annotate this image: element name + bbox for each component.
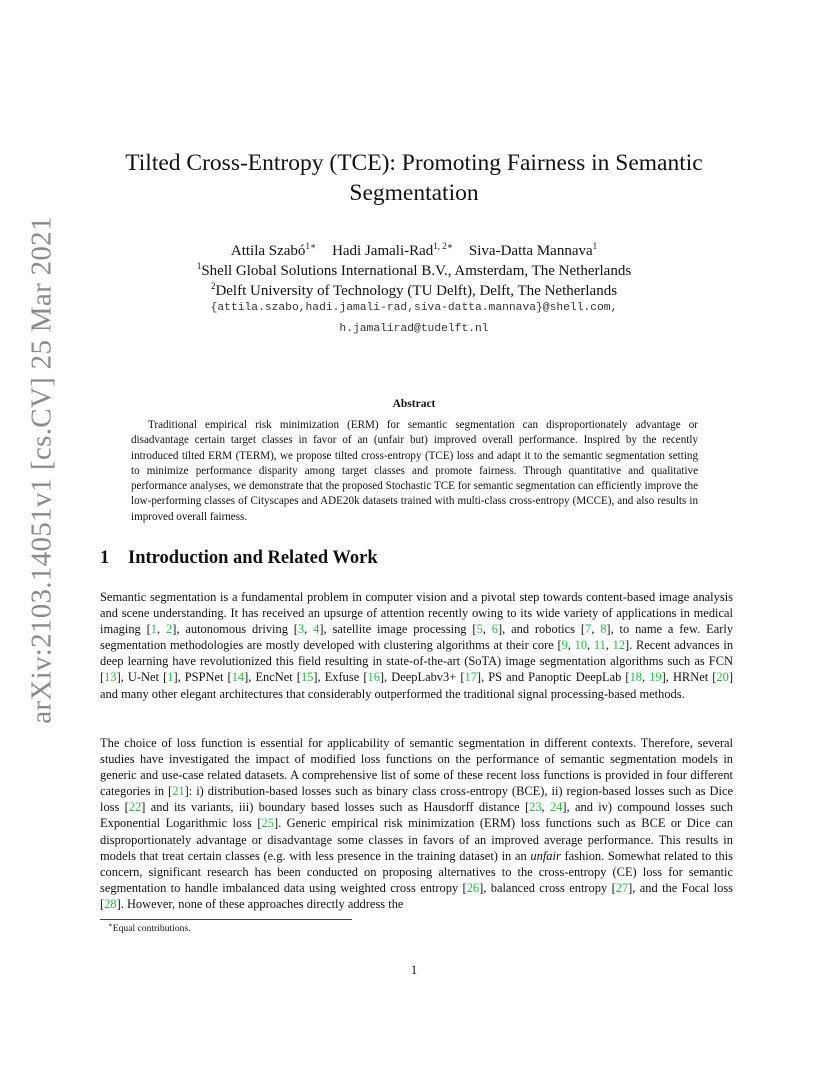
- citation-link[interactable]: 8: [600, 622, 607, 637]
- paragraph-text-run: ,: [304, 622, 314, 637]
- citation-link[interactable]: 1: [150, 622, 157, 637]
- author-affiliation-marker: 1∗: [305, 241, 317, 251]
- citation-link[interactable]: 10: [574, 638, 588, 653]
- paper-title: [100, 148, 728, 208]
- paragraph-text-run: ], EncNet [: [244, 670, 301, 685]
- paragraph-text-run: Semantic segmentation is a fundamental problem in computer vision and a pivotal step towards content-based image analysis and scene understanding. It has received an upsurge of attention recently owing to its wide variety of applications in medical imaging [: [100, 590, 733, 637]
- paragraph-text-run: ], HRNet [: [661, 670, 717, 685]
- paragraph-text-run: ]. Recent advances in deep learning have revolutionized this field resulting in state-of-the-art (SoTA) image segmentation algorithms such as FCN [: [100, 638, 734, 685]
- paragraph-text-run: ,: [605, 638, 613, 653]
- citation-link[interactable]: 23: [529, 800, 542, 815]
- paragraph-text-run: The choice of loss function is essential for applicability of semantic segmentation in different contexts. Therefore, several studies have investigated the impact of modified loss functions on the performance of semantic segmentation models in generic and use-case related datasets. A comprehensive list of some of these recent loss functions is provided in four different categories in [: [100, 736, 733, 799]
- author-list: [100, 241, 728, 261]
- affiliation-marker: 2: [210, 281, 216, 291]
- footnote: [108, 922, 191, 935]
- arxiv-identifier-stamp: [22, 216, 62, 724]
- paragraph-text-run: ], U-Net [: [116, 670, 168, 685]
- citation-link[interactable]: 7: [585, 622, 592, 637]
- author-emails: [100, 298, 728, 340]
- citation-link[interactable]: 12: [612, 638, 626, 653]
- citation-link[interactable]: 4: [313, 622, 320, 637]
- citation-link[interactable]: 21: [172, 784, 185, 799]
- section-number: 1: [100, 548, 110, 568]
- citation-link[interactable]: 6: [491, 622, 498, 637]
- paragraph-text-run: ], and the Focal loss [: [100, 880, 733, 911]
- arxiv-identifier-text: arXiv:2103.14051v1 [cs.CV] 25 Mar 2021: [25, 216, 58, 724]
- email-line-1: {attila.szabo,hadi.jamali-rad,siva-datta.mannava}@shell.com,: [210, 302, 618, 314]
- paragraph-text-run: ], balanced cross entropy [: [479, 880, 616, 895]
- page-number: 1: [410, 963, 418, 977]
- citation-link[interactable]: 19: [649, 670, 662, 685]
- intro-paragraph-2: [100, 735, 733, 912]
- paragraph-text-run: ,: [157, 622, 166, 637]
- paragraph-text-run: ], and robotics [: [497, 622, 585, 637]
- citation-link[interactable]: 27: [615, 880, 629, 895]
- paper-title-line-1: Tilted Cross-Entropy (TCE): Promoting Fairness in Semantic: [125, 150, 703, 176]
- author-affiliation-marker: 1: [592, 241, 598, 251]
- affiliation-text: Delft University of Technology (TU Delft), Delft, The Netherlands: [215, 283, 618, 299]
- emphasized-text: unfair: [530, 848, 561, 863]
- affiliation-marker: 1: [196, 261, 202, 271]
- author-name: Attila Szabó: [230, 243, 306, 259]
- affiliation-text: Shell Global Solutions International B.V., Amsterdam, The Netherlands: [201, 263, 632, 279]
- citation-link[interactable]: 2: [165, 622, 173, 637]
- paragraph-text-run: ], PSPNet [: [173, 670, 232, 685]
- paragraph-text-run: ,: [642, 670, 650, 685]
- citation-link[interactable]: 9: [561, 638, 568, 653]
- paper-title-line-2: Segmentation: [349, 180, 479, 206]
- paragraph-text-run: ] and many other elegant architectures that considerably outperformed the traditional signal processing-based methods.: [100, 670, 733, 701]
- citation-link[interactable]: 3: [297, 622, 305, 637]
- citation-link[interactable]: 14: [231, 670, 245, 685]
- citation-link[interactable]: 16: [367, 670, 380, 685]
- paragraph-text-run: ]. However, none of these approaches directly address the: [116, 896, 404, 911]
- citation-link[interactable]: 5: [476, 622, 483, 637]
- paragraph-text-run: ]. Generic empirical risk minimization (ERM) loss functions such as BCE or Dice can disproportionately advantage or disadvantage some classes in favors of an improved average performance. This results in models that treat certain classes (e.g. with less presence in the training dataset) in an: [100, 816, 733, 863]
- paragraph-text-run: ,: [482, 622, 492, 637]
- author-block: [100, 241, 728, 301]
- paragraph-text-run: ], and iv) compound losses such Exponential Logarithmic loss [: [100, 800, 733, 831]
- citation-link[interactable]: 24: [549, 800, 563, 815]
- paragraph-text-run: ], DeepLabv3+ [: [379, 670, 465, 685]
- paragraph-text-run: ], satellite image processing [: [319, 622, 477, 637]
- footnote-marker: ∗: [108, 920, 113, 929]
- citation-link[interactable]: 28: [104, 896, 117, 911]
- citation-link[interactable]: 15: [300, 670, 314, 685]
- citation-link[interactable]: 22: [128, 800, 142, 815]
- paragraph-text-run: ], PS and Panoptic DeepLab [: [476, 670, 630, 685]
- email-line-2: h.jamalirad@tudelft.nl: [339, 323, 489, 335]
- citation-link[interactable]: 25: [261, 816, 274, 831]
- paragraph-text-run: ], to name a few. Early segmentation methodologies are mostly developed with clustering algorithms at their core [: [100, 622, 734, 653]
- footnote-text: Equal contributions.: [112, 923, 191, 934]
- paragraph-text-run: ] and its variants, iii) boundary based losses such as Hausdorff distance [: [141, 800, 530, 815]
- section-title: Introduction and Related Work: [128, 548, 378, 568]
- paragraph-text-run: ,: [567, 638, 575, 653]
- author-name: Siva-Datta Mannava: [468, 243, 593, 259]
- author-name: Hadi Jamali-Rad: [332, 243, 434, 259]
- paragraph-text-run: ,: [541, 800, 550, 815]
- paragraph-text-run: fashion. Somewhat related to this concern, significant research has been conducted on proposing alternatives to the cross-entropy (CE) loss for semantic segmentation to handle imbalanced data using weighted cross entropy [: [100, 848, 733, 895]
- paragraph-text-run: ,: [591, 622, 601, 637]
- citation-link[interactable]: 18: [629, 670, 642, 685]
- author-affiliation-marker: 1, 2∗: [433, 241, 453, 251]
- citation-link[interactable]: 17: [464, 670, 477, 685]
- intro-paragraph-1: [100, 589, 733, 702]
- paragraph-text-run: ]: i) distribution-based losses such as binary class cross-entropy (BCE), ii) region-based losses such as Dice loss [: [100, 784, 734, 815]
- footnote-divider: [100, 919, 352, 920]
- affiliation-line: [100, 261, 728, 281]
- citation-link[interactable]: 11: [593, 638, 606, 653]
- citation-link[interactable]: 26: [466, 880, 480, 895]
- paragraph-text-run: ], Exfuse [: [313, 670, 368, 685]
- paragraph-text-run: ], autonomous driving [: [172, 622, 298, 637]
- citation-link[interactable]: 20: [716, 670, 729, 685]
- abstract-text: Traditional empirical risk minimization (ERM) for semantic segmentation can disproportionately advantage or disadvantage certain target classes in favor of an (unfair but) improved overall performance. Inspired by the recently introduced tilted ERM (TERM), we propose tilted cross-entropy (TCE) loss and adapt it to the semantic segmentation setting to minimize performance disparity among target classes and promote fairness. Through quantitative and qualitative performance analyses, we demonstrate that the proposed Stochastic TCE for semantic segmentation can efficiently improve the low-performing classes of Cityscapes and ADE20k datasets trained with multi-class cross-entropy (MCCE), and also results in improved overall fairness.: [131, 419, 698, 523]
- paragraph-text-run: ,: [587, 638, 594, 653]
- citation-link[interactable]: 1: [167, 670, 174, 685]
- abstract-heading: Abstract: [392, 398, 436, 410]
- section-heading: [100, 548, 378, 569]
- citation-link[interactable]: 13: [104, 670, 117, 685]
